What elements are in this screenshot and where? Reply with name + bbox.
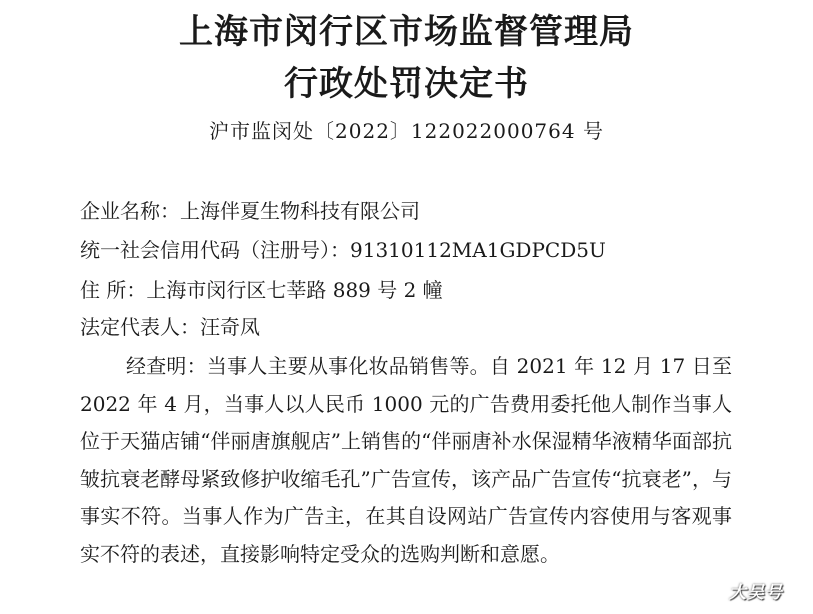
document-number: 沪市监闵处〔2022〕122022000764 号	[209, 119, 604, 143]
document-title-type: 行政处罚决定书	[284, 64, 529, 104]
document-title-agency: 上海市闵行区市场监督管理局	[179, 12, 634, 52]
legal-representative-line: 法定代表人：汪奇凤	[80, 315, 260, 339]
credit-code-line: 统一社会信用代码（注册号）：91310112MA1GDPCD5U	[80, 238, 606, 262]
address-line: 住 所：上海市闵行区七莘路 889 号 2 幢	[80, 278, 443, 302]
findings-paragraph	[80, 348, 732, 573]
watermark-logo: 大吴号	[729, 583, 783, 603]
company-name-line: 企业名称：上海伴夏生物科技有限公司	[80, 199, 420, 223]
findings-text: 经查明：当事人主要从事化妆品销售等。自 2021 年 12 月 17 日至 2022 年 4 月，当事人以人民币 1000 元的广告费用委托他人制作当事人位于天猫店铺“伴丽唐旗舰店”上销售的“伴丽唐补水保湿精华液精华面部抗皱抗衰老酵母紧致修护收缩毛孔”广告宣传，该产品广告宣传“抗衰老”，与事实不符。当事人作为广告主，在其自设网站广告宣传内容使用与客观事实不符的表述，直接影响特定受众的选购判断和意愿。	[80, 354, 732, 566]
